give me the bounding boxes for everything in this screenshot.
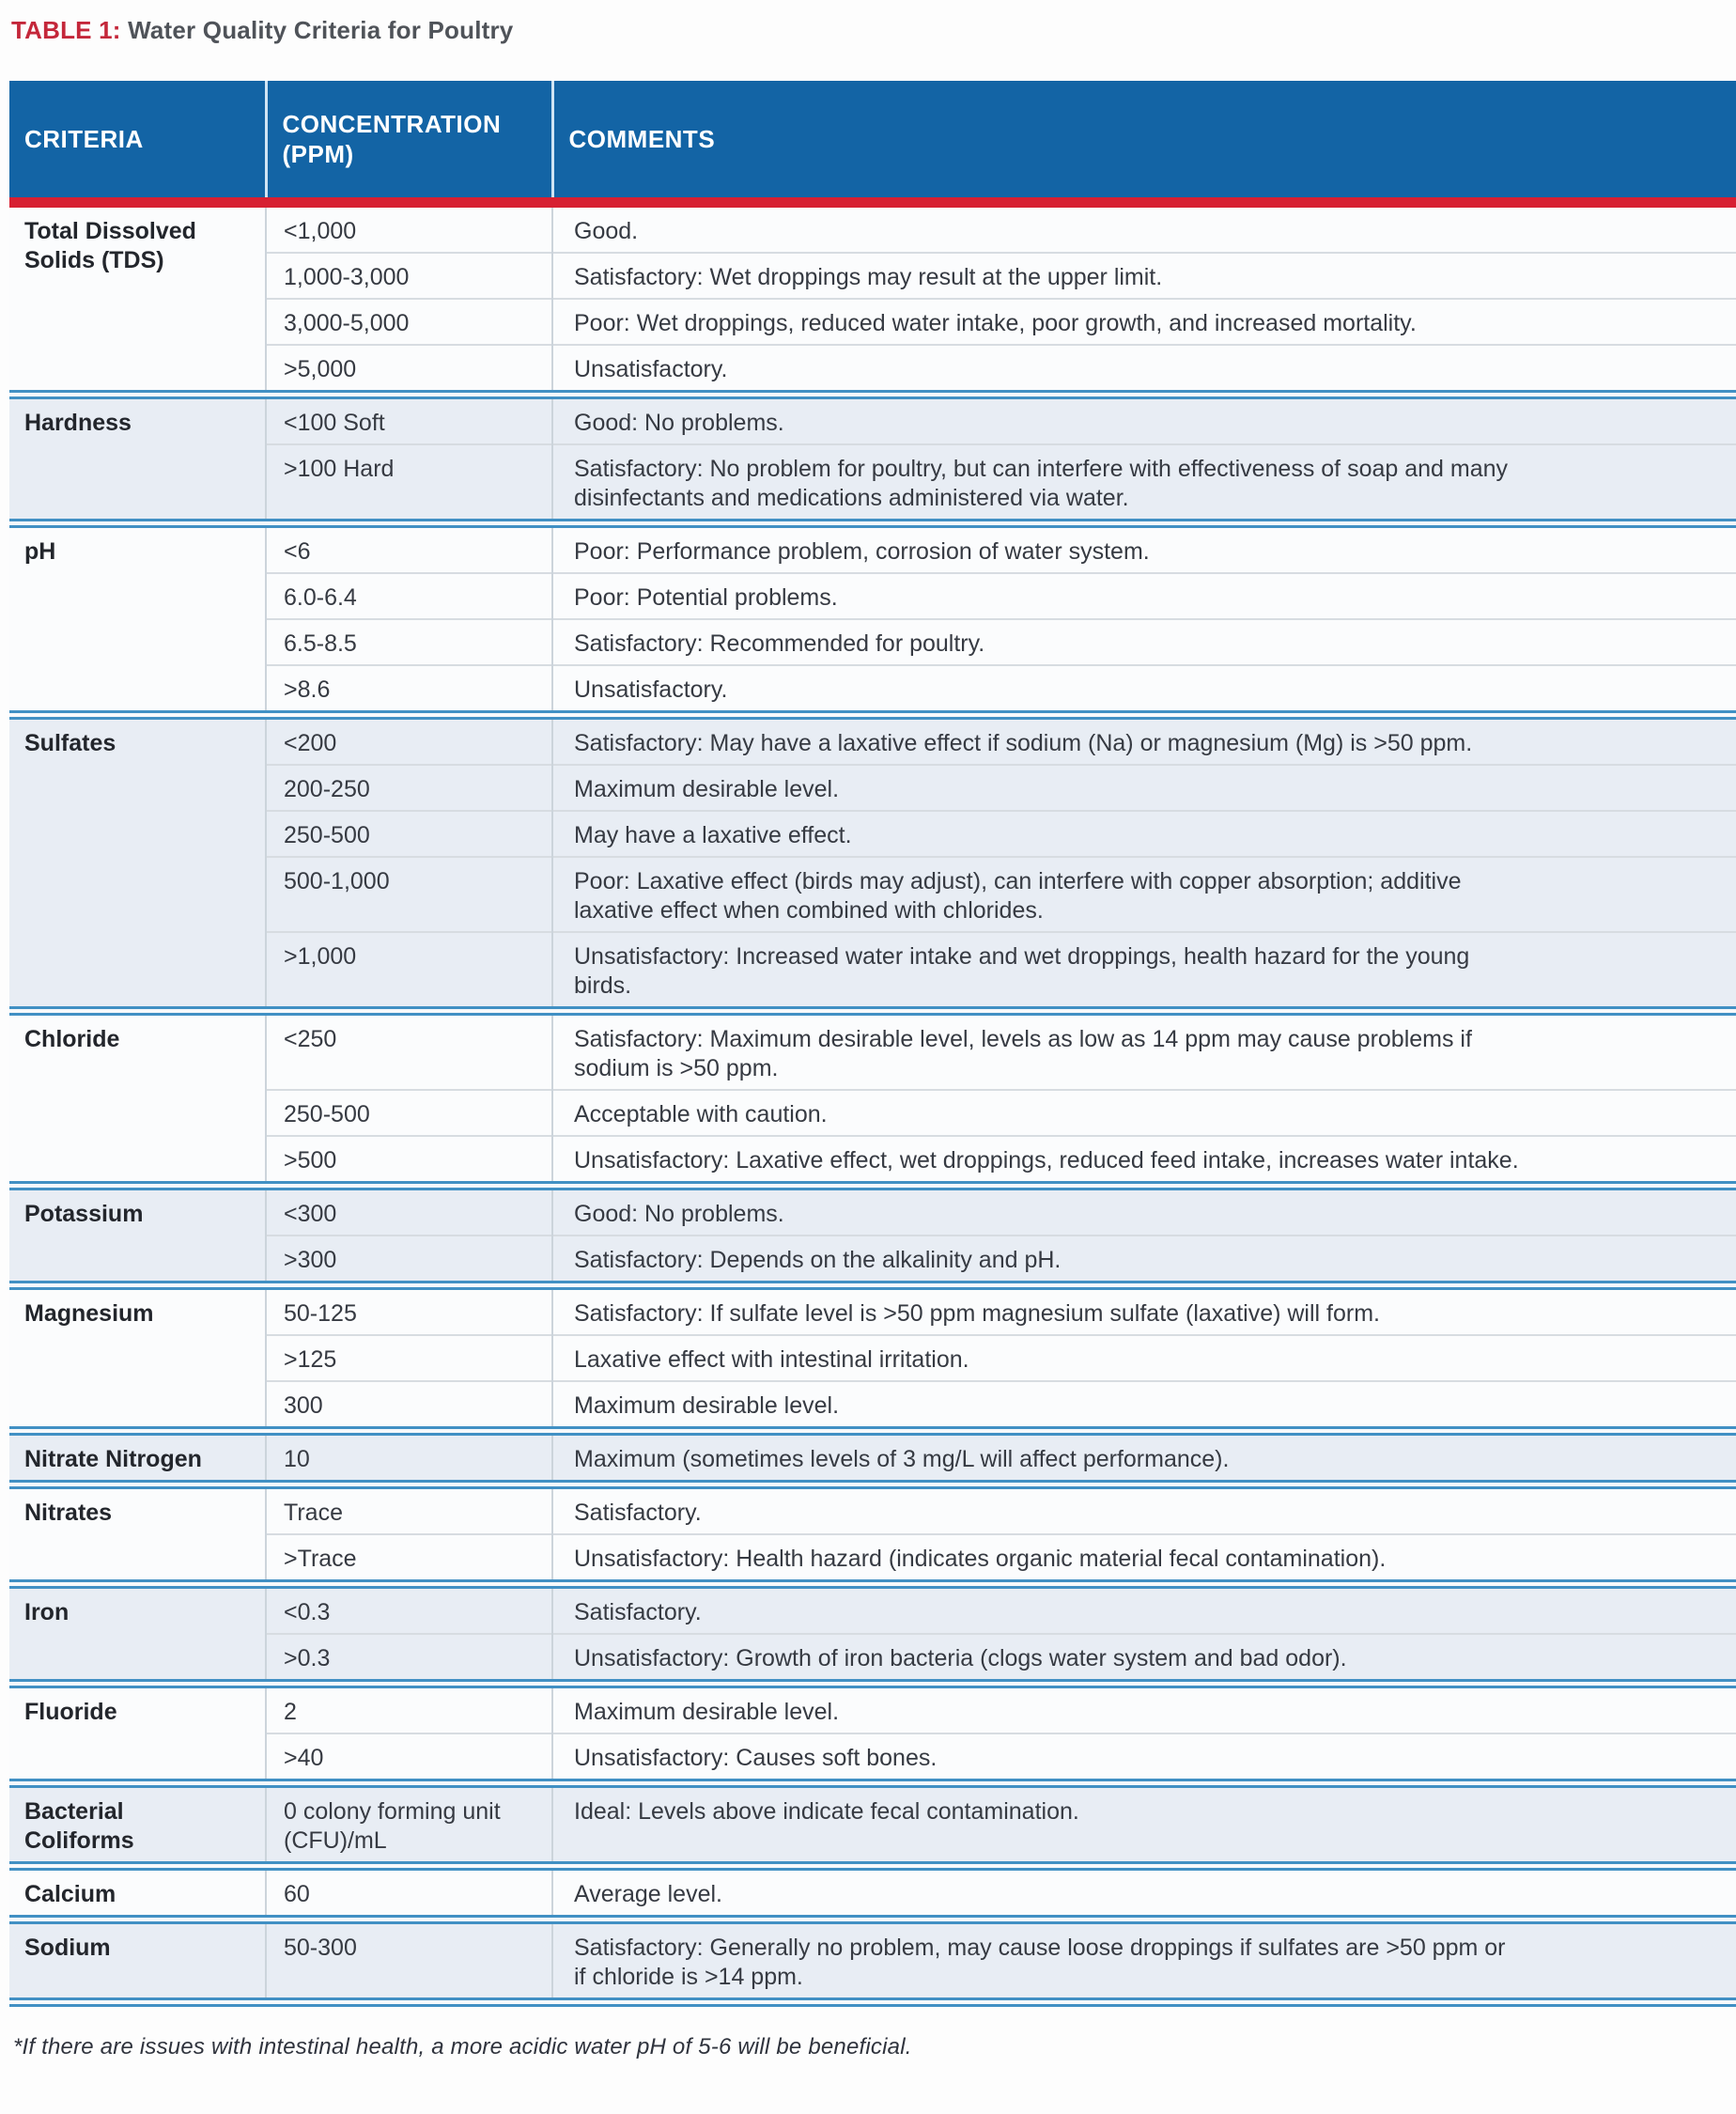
concentration-cell: 10 [266,1435,552,1482]
comment-cell: Good: No problems. [552,1189,1736,1236]
table-row [9,1687,1736,1734]
comment-cell: Laxative effect with intestinal irritation. [552,1335,1736,1381]
table-row [9,1588,1736,1635]
red-accent-bar [9,197,1736,208]
concentration-cell: >1,000 [266,932,552,1008]
criteria-cell: Calcium [9,1870,266,1917]
comment-cell: Satisfactory: If sulfate level is >50 ppm magnesium sulfate (laxative) will form. [552,1289,1736,1336]
concentration-cell: 1,000-3,000 [266,253,552,299]
table-row [9,1015,1736,1091]
group-separator [9,1863,1736,1870]
concentration-cell: 0 colony forming unit (CFU)/mL [266,1787,552,1863]
group-separator [9,1681,1736,1687]
concentration-cell: <1,000 [266,208,552,253]
group-separator [9,1482,1736,1488]
concentration-cell: >500 [266,1136,552,1183]
comment-cell: May have a laxative effect. [552,811,1736,857]
table-row [9,1289,1736,1336]
concentration-cell: >5,000 [266,345,552,392]
table-header [9,81,1736,208]
table-row [9,1090,1736,1136]
table-row [9,811,1736,857]
concentration-cell: 60 [266,1870,552,1917]
comment-cell: Satisfactory: Wet droppings may result at the upper limit. [552,253,1736,299]
table-row [9,1870,1736,1917]
criteria-cell: Sulfates [9,719,266,1008]
concentration-cell: >100 Hard [266,444,552,521]
concentration-cell: <100 Soft [266,398,552,445]
comment-cell: Good. [552,208,1736,253]
concentration-cell: 500-1,000 [266,857,552,932]
table-row [9,253,1736,299]
group-separator [9,521,1736,527]
comment-cell: Good: No problems. [552,398,1736,445]
table-row [9,665,1736,712]
criteria-cell: pH [9,527,266,712]
concentration-cell: <6 [266,527,552,574]
table-row [9,1236,1736,1282]
comment-cell: Maximum desirable level. [552,1381,1736,1428]
concentration-cell: <0.3 [266,1588,552,1635]
criteria-cell: Chloride [9,1015,266,1183]
concentration-cell: 6.0-6.4 [266,573,552,619]
comment-cell: Acceptable with caution. [552,1090,1736,1136]
concentration-cell: 2 [266,1687,552,1734]
group-separator [9,1008,1736,1015]
concentration-cell: 250-500 [266,811,552,857]
comment-cell: Poor: Performance problem, corrosion of water system. [552,527,1736,574]
criteria-cell: Potassium [9,1189,266,1282]
comment-cell: Ideal: Levels above indicate fecal contamination. [552,1787,1736,1863]
concentration-cell: >300 [266,1236,552,1282]
comment-cell: Unsatisfactory: Growth of iron bacteria (clogs water system and bad odor). [552,1634,1736,1681]
concentration-cell: 250-500 [266,1090,552,1136]
comment-cell: Unsatisfactory: Causes soft bones. [552,1733,1736,1780]
criteria-cell: Total Dissolved Solids (TDS) [9,208,266,392]
comment-cell: Maximum desirable level. [552,765,1736,811]
comment-cell: Unsatisfactory: Health hazard (indicates organic material fecal contamination). [552,1534,1736,1581]
table-row [9,719,1736,766]
concentration-cell: <200 [266,719,552,766]
table-row [9,527,1736,574]
concentration-cell: <250 [266,1015,552,1091]
table-row [9,1488,1736,1535]
table-row [9,932,1736,1008]
table-title-label: TABLE 1: [11,16,121,44]
group-separator [9,1780,1736,1787]
table-title-text: Water Quality Criteria for Poultry [120,16,514,44]
comment-cell: Unsatisfactory. [552,665,1736,712]
table-row [9,1634,1736,1681]
group-separator [9,1183,1736,1189]
table-row [9,398,1736,445]
concentration-cell: 300 [266,1381,552,1428]
criteria-cell: Nitrates [9,1488,266,1581]
comment-cell: Satisfactory: Maximum desirable level, levels as low as 14 ppm may cause problems if sodium is >50 ppm. [552,1015,1736,1091]
table-row [9,345,1736,392]
water-quality-table [9,81,1736,2007]
criteria-cell: Bacterial Coliforms [9,1787,266,1863]
table-row [9,619,1736,665]
column-header-concentration: CONCENTRATION (PPM) [266,81,552,197]
table-row [9,1923,1736,1999]
comment-cell: Satisfactory: Depends on the alkalinity and pH. [552,1236,1736,1282]
table-row [9,765,1736,811]
concentration-cell: >8.6 [266,665,552,712]
group-separator [9,1428,1736,1435]
comment-cell: Satisfactory. [552,1488,1736,1535]
concentration-cell: Trace [266,1488,552,1535]
concentration-cell: >40 [266,1733,552,1780]
concentration-cell: 6.5-8.5 [266,619,552,665]
concentration-cell: >0.3 [266,1634,552,1681]
comment-cell: Maximum desirable level. [552,1687,1736,1734]
table-row [9,444,1736,521]
table-title [11,15,1736,45]
criteria-cell: Nitrate Nitrogen [9,1435,266,1482]
table-row [9,208,1736,253]
group-separator [9,1581,1736,1588]
comment-cell: Unsatisfactory: Laxative effect, wet droppings, reduced feed intake, increases water intake. [552,1136,1736,1183]
concentration-cell: >125 [266,1335,552,1381]
table-row [9,1534,1736,1581]
table-row [9,1435,1736,1482]
comment-cell: Satisfactory: No problem for poultry, but can interfere with effectiveness of soap and many disinfectants and medications administered via water. [552,444,1736,521]
comment-cell: Satisfactory. [552,1588,1736,1635]
criteria-cell: Magnesium [9,1289,266,1428]
group-separator [9,392,1736,398]
group-separator [9,1999,1736,2006]
comment-cell: Maximum (sometimes levels of 3 mg/L will affect performance). [552,1435,1736,1482]
comment-cell: Poor: Potential problems. [552,573,1736,619]
table-row [9,1787,1736,1863]
footnote: *If there are issues with intestinal health, a more acidic water pH of 5-6 will be beneficial. [13,2034,912,2060]
comment-cell: Unsatisfactory: Increased water intake and wet droppings, health hazard for the young birds. [552,932,1736,1008]
criteria-cell: Sodium [9,1923,266,1999]
comment-cell: Satisfactory: May have a laxative effect if sodium (Na) or magnesium (Mg) is >50 ppm. [552,719,1736,766]
header-row [9,81,1736,197]
table-row [9,299,1736,345]
comment-cell: Unsatisfactory. [552,345,1736,392]
table-body [9,208,1736,2006]
criteria-cell: Hardness [9,398,266,521]
concentration-cell: <300 [266,1189,552,1236]
comment-cell: Poor: Laxative effect (birds may adjust), can interfere with copper absorption; additive laxative effect when combined with chlorides. [552,857,1736,932]
table-row [9,1733,1736,1780]
concentration-cell: 50-300 [266,1923,552,1999]
criteria-cell: Fluoride [9,1687,266,1780]
comment-cell: Average level. [552,1870,1736,1917]
column-header-comments: COMMENTS [552,81,1736,197]
comment-cell: Satisfactory: Recommended for poultry. [552,619,1736,665]
table-row [9,1335,1736,1381]
comment-cell: Satisfactory: Generally no problem, may cause loose droppings if sulfates are >50 ppm or if chloride is >14 ppm. [552,1923,1736,1999]
criteria-cell: Iron [9,1588,266,1681]
table-row [9,573,1736,619]
concentration-cell: >Trace [266,1534,552,1581]
group-separator [9,1917,1736,1923]
table-row [9,1381,1736,1428]
table-row [9,857,1736,932]
concentration-cell: 200-250 [266,765,552,811]
concentration-cell: 50-125 [266,1289,552,1336]
concentration-cell: 3,000-5,000 [266,299,552,345]
comment-cell: Poor: Wet droppings, reduced water intake, poor growth, and increased mortality. [552,299,1736,345]
column-header-criteria: CRITERIA [9,81,266,197]
table-row [9,1136,1736,1183]
group-separator [9,712,1736,719]
group-separator [9,1282,1736,1289]
table-row [9,1189,1736,1236]
